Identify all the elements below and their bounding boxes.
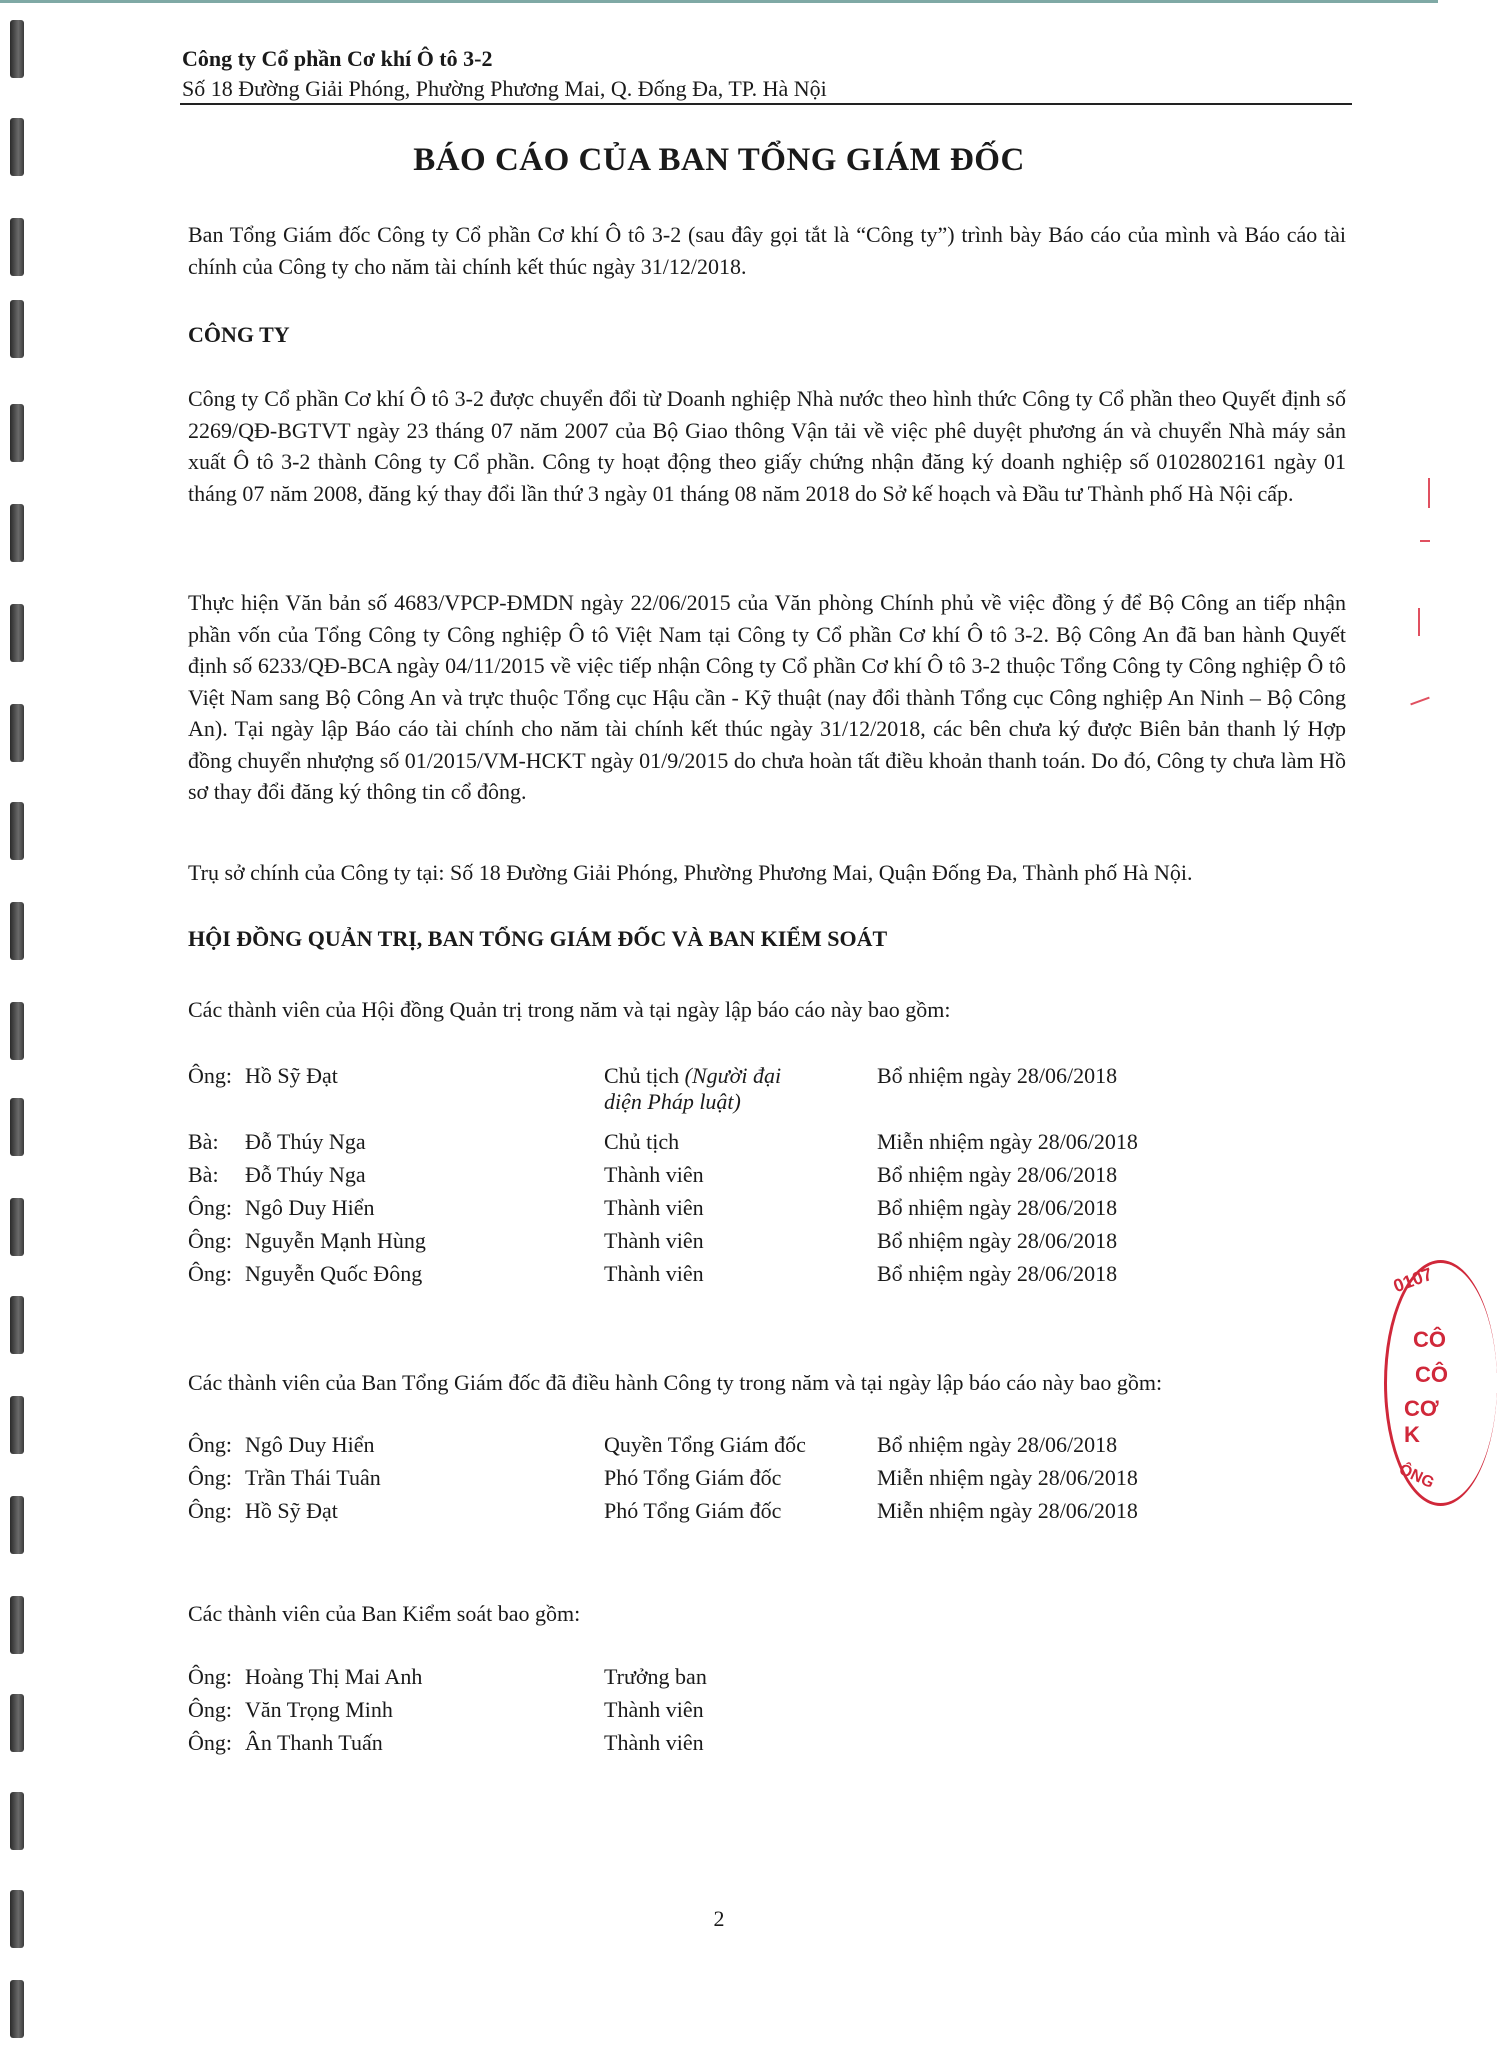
member-role: Trưởng ban	[604, 1664, 707, 1689]
member-appointment-note: Miễn nhiệm ngày 28/06/2018	[877, 1465, 1138, 1490]
margin-mark	[1418, 608, 1420, 636]
member-role: Thành viên	[604, 1697, 704, 1722]
member-name: Ngô Duy Hiển	[245, 1432, 375, 1457]
hdqt-member-row	[188, 1129, 1338, 1161]
binder-hole	[10, 1002, 24, 1060]
seal-bottom-text: ÔNG	[1396, 1461, 1437, 1492]
member-title: Ông:	[188, 1063, 232, 1088]
member-name: Ngô Duy Hiển	[245, 1195, 375, 1220]
seal-line-2: CÔ	[1415, 1362, 1448, 1387]
member-name: Hoàng Thị Mai Anh	[245, 1664, 423, 1689]
member-role-note-2: diện Pháp luật)	[604, 1089, 741, 1114]
section-heading-board: HỘI ĐỒNG QUẢN TRỊ, BAN TỔNG GIÁM ĐỐC VÀ BAN KIỂM SOÁT	[188, 926, 888, 951]
member-role	[604, 1063, 781, 1115]
member-role: Thành viên	[604, 1195, 704, 1220]
company-paragraph-3: Trụ sở chính của Công ty tại: Số 18 Đường Giải Phóng, Phường Phương Mai, Quận Đống Đa, Thành phố Hà Nội.	[188, 860, 1193, 885]
btgd-member-row	[188, 1432, 1338, 1464]
member-name: Nguyễn Quốc Đông	[245, 1261, 423, 1286]
binder-hole	[10, 1396, 24, 1454]
member-role: Quyền Tổng Giám đốc	[604, 1432, 806, 1457]
member-title: Ông:	[188, 1465, 232, 1490]
member-name: Trần Thái Tuân	[245, 1465, 381, 1490]
bks-member-row	[188, 1697, 1338, 1729]
binder-hole	[10, 1496, 24, 1554]
seal-line-1: CÔ	[1413, 1327, 1446, 1352]
member-name: Hồ Sỹ Đạt	[245, 1063, 338, 1088]
member-title: Bà:	[188, 1129, 219, 1154]
member-role: Phó Tổng Giám đốc	[604, 1465, 782, 1490]
member-role: Phó Tổng Giám đốc	[604, 1498, 782, 1523]
member-title: Bà:	[188, 1162, 219, 1187]
margin-mark	[1410, 697, 1429, 706]
margin-mark	[1428, 478, 1430, 508]
member-title: Ông:	[188, 1432, 232, 1457]
binder-hole	[10, 300, 24, 358]
section-heading-company: CÔNG TY	[188, 322, 290, 347]
member-title: Ông:	[188, 1261, 232, 1286]
member-title: Ông:	[188, 1697, 232, 1722]
top-border-line	[0, 0, 1438, 3]
binder-hole	[10, 218, 24, 276]
page-title: BÁO CÁO CỦA BAN TỔNG GIÁM ĐỐC	[413, 142, 1025, 178]
margin-mark	[1420, 540, 1430, 542]
member-role: Thành viên	[604, 1730, 704, 1755]
member-title: Ông:	[188, 1730, 232, 1755]
member-title: Ông:	[188, 1195, 232, 1220]
company-paragraph-2: Thực hiện Văn bản số 4683/VPCP-ĐMDN ngày 22/06/2015 của Văn phòng Chính phủ về việc đồng ý để Bộ Công an tiếp nhận phần vốn của Tổng Công ty Công nghiệp Ô tô Việt Nam tại Công ty Cổ phần Cơ khí Ô tô 3-2. Bộ Công An đã ban hành Quyết định số 6233/QĐ-BCA ngày 04/11/2015 về việc tiếp nhận Công ty Cổ phần Cơ khí Ô tô 3-2 thuộc Tổng Công ty Công nghiệp Ô tô Việt Nam sang Bộ Công An và trực thuộc Tổng cục Hậu cần - Kỹ thuật (nay đổi thành Tổng cục Công nghiệp An Ninh – Bộ Công An). Tại ngày lập Báo cáo tài chính cho năm tài chính kết thúc ngày 31/12/2018, các bên chưa ký được Biên bản thanh lý Hợp đồng chuyển nhượng số 01/2015/VM-HCKT ngày 01/9/2015 do chưa hoàn tất điều khoản thanh toán. Do đó, Công ty chưa làm Hồ sơ thay đổi đăng ký thông tin cổ đông.	[188, 590, 1346, 804]
binder-hole	[10, 604, 24, 662]
header-rule	[180, 103, 1352, 105]
company-paragraph-1: Công ty Cổ phần Cơ khí Ô tô 3-2 được chuyển đổi từ Doanh nghiệp Nhà nước theo hình thức Công ty Cổ phần theo Quyết định số 2269/QĐ-BGTVT ngày 23 tháng 07 năm 2007 của Bộ Giao thông Vận tải về việc phê duyệt phương án và chuyển Nhà máy sản xuất Ô tô 3-2 thành Công ty Cổ phần. Công ty hoạt động theo giấy chứng nhận đăng ký doanh nghiệp số 0102802161 ngày 01 tháng 07 năm 2008, đăng ký thay đổi lần thứ 3 ngày 01 tháng 08 năm 2018 do Sở kế hoạch và Đầu tư Thành phố Hà Nội cấp.	[188, 386, 1346, 506]
binder-hole	[10, 1596, 24, 1654]
member-appointment-note: Bổ nhiệm ngày 28/06/2018	[877, 1261, 1118, 1286]
member-appointment-note: Miễn nhiệm ngày 28/06/2018	[877, 1129, 1138, 1154]
binder-hole	[10, 1694, 24, 1752]
header-company-name: Công ty Cổ phần Cơ khí Ô tô 3-2	[182, 46, 493, 71]
member-appointment-note: Bổ nhiệm ngày 28/06/2018	[877, 1228, 1118, 1253]
hdqt-intro: Các thành viên của Hội đồng Quản trị trong năm và tại ngày lập báo cáo này bao gồm:	[188, 997, 951, 1022]
member-name: Hồ Sỹ Đạt	[245, 1498, 338, 1523]
hdqt-member-row	[188, 1195, 1338, 1227]
binder-hole	[10, 1198, 24, 1256]
bks-intro: Các thành viên của Ban Kiểm soát bao gồm:	[188, 1601, 581, 1626]
btgd-member-row	[188, 1498, 1338, 1530]
intro-paragraph: Ban Tổng Giám đốc Công ty Cổ phần Cơ khí Ô tô 3-2 (sau đây gọi tắt là “Công ty”) trình bày Báo cáo của mình và Báo cáo tài chính của Công ty cho năm tài chính kết thúc ngày 31/12/2018.	[188, 222, 1346, 279]
binder-hole	[10, 902, 24, 960]
member-appointment-note: Bổ nhiệm ngày 28/06/2018	[877, 1195, 1118, 1220]
hdqt-member-row	[188, 1162, 1338, 1194]
seal-arc-text: 0107	[1390, 1263, 1436, 1297]
binder-hole	[10, 404, 24, 462]
member-appointment-note: Bổ nhiệm ngày 28/06/2018	[877, 1432, 1118, 1457]
member-appointment-note: Miễn nhiệm ngày 28/06/2018	[877, 1498, 1138, 1523]
member-name: Đỗ Thúy Nga	[245, 1129, 366, 1154]
member-name: Đỗ Thúy Nga	[245, 1162, 366, 1187]
page-number: 2	[713, 1906, 725, 1931]
binder-hole	[10, 1980, 24, 2038]
member-role: Thành viên	[604, 1162, 704, 1187]
member-role-text: Chủ tịch	[604, 1063, 680, 1088]
btgd-member-row	[188, 1465, 1338, 1497]
hdqt-member-row	[188, 1228, 1338, 1260]
binder-hole	[10, 1792, 24, 1850]
binder-hole	[10, 504, 24, 562]
member-appointment-note: Bổ nhiệm ngày 28/06/2018	[877, 1162, 1118, 1187]
member-name: Nguyễn Mạnh Hùng	[245, 1228, 426, 1253]
member-title: Ông:	[188, 1228, 232, 1253]
member-title: Ông:	[188, 1664, 232, 1689]
hdqt-member-row	[188, 1261, 1338, 1293]
btgd-intro: Các thành viên của Ban Tổng Giám đốc đã điều hành Công ty trong năm và tại ngày lập báo cáo này bao gồm:	[188, 1370, 1163, 1395]
seal-line-3: CƠ K	[1404, 1396, 1439, 1447]
bks-member-row	[188, 1730, 1338, 1762]
binder-hole	[10, 1098, 24, 1156]
binder-hole	[10, 802, 24, 860]
page-header	[182, 44, 1352, 104]
header-address: Số 18 Đường Giải Phóng, Phường Phương Mai, Q. Đống Đa, TP. Hà Nội	[182, 76, 827, 101]
member-name: Ân Thanh Tuấn	[245, 1730, 383, 1755]
member-appointment-note: Bổ nhiệm ngày 28/06/2018	[877, 1063, 1118, 1088]
binder-hole	[10, 20, 24, 78]
member-title: Ông:	[188, 1498, 232, 1523]
member-role: Thành viên	[604, 1228, 704, 1253]
bks-member-row	[188, 1664, 1338, 1696]
binder-hole	[10, 1296, 24, 1354]
member-role: Chủ tịch	[604, 1129, 680, 1154]
binder-hole	[10, 704, 24, 762]
member-name: Văn Trọng Minh	[245, 1697, 393, 1722]
member-role-note: (Người đại	[684, 1063, 782, 1088]
hdqt-member-row	[188, 1063, 1338, 1125]
member-role: Thành viên	[604, 1261, 704, 1286]
